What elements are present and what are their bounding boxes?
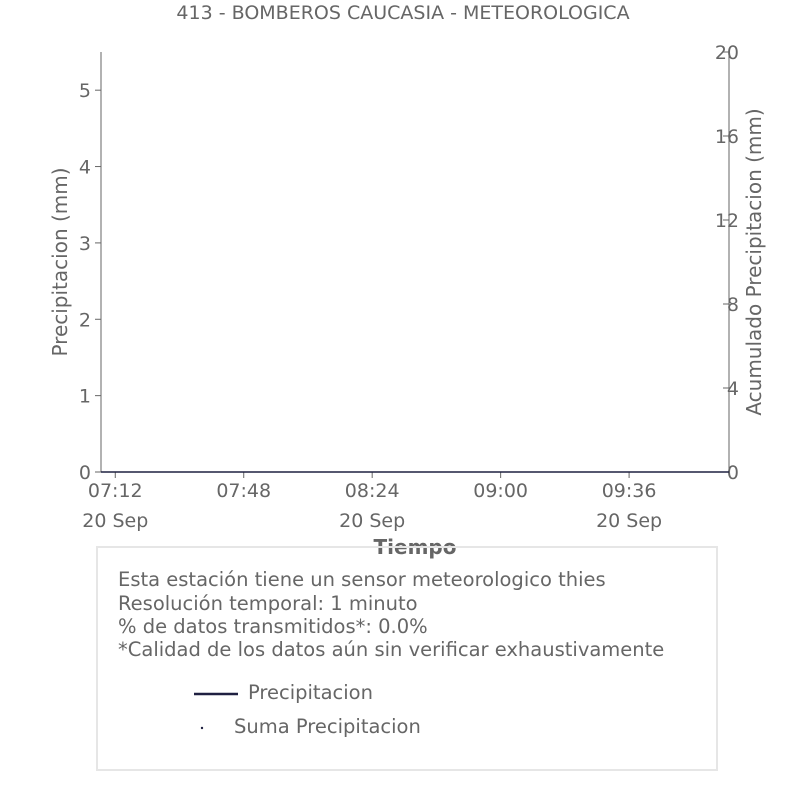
legend-precipitacion [194,681,373,704]
info-resolution: Resolución temporal: 1 minuto [118,592,418,615]
y2-axis-label: Acumulado Precipitacion (mm) [742,108,766,416]
y2-tick-label-5: 20 [714,42,739,64]
x-date-label-1: 20 Sep [339,510,406,532]
chart-title: 413 - BOMBEROS CAUCASIA - METEOROLOGICA [176,2,630,24]
x-date-label-2: 20 Sep [596,510,663,532]
x-tick-label-0: 07:12 [87,480,143,502]
legend-label-precipitacion: Precipitacion [248,681,373,704]
y-axis-label: Precipitacion (mm) [48,167,72,357]
x-axis-label: Tiempo [373,535,457,559]
legend-dot-swatch [194,718,224,738]
x-tick-label-2: 08:24 [344,480,400,502]
x-tick-label-3: 09:00 [473,480,529,502]
info-box [96,546,718,771]
info-sensor: Esta estación tiene un sensor meteorologico thies [118,568,606,591]
x-date-label-0: 20 Sep [82,510,149,532]
y2-tick-label-0: 0 [726,462,739,484]
y-tick-label-1: 1 [78,385,91,408]
y2-tick-label-4: 16 [714,126,739,148]
info-transmitted: % de datos transmitidos*: 0.0% [118,615,428,638]
y-tick-label-4: 4 [78,156,91,179]
x-tick-label-1: 07:48 [216,480,272,502]
y2-tick-label-3: 12 [714,210,739,232]
info-quality-note: *Calidad de los datos aún sin verificar exhaustivamente [118,638,665,661]
legend-label-suma-precipitacion: Suma Precipitacion [234,715,421,738]
x-tick-label-4: 09:36 [601,480,657,502]
legend-suma-precipitacion [194,715,421,738]
y-tick-label-0: 0 [78,462,91,484]
y-tick-label-3: 3 [78,232,91,255]
legend-line-swatch [194,684,238,704]
y-tick-label-2: 2 [78,309,91,332]
y-tick-label-5: 5 [78,80,91,103]
y2-tick-label-2: 8 [726,294,739,316]
y2-tick-label-1: 4 [726,378,739,400]
